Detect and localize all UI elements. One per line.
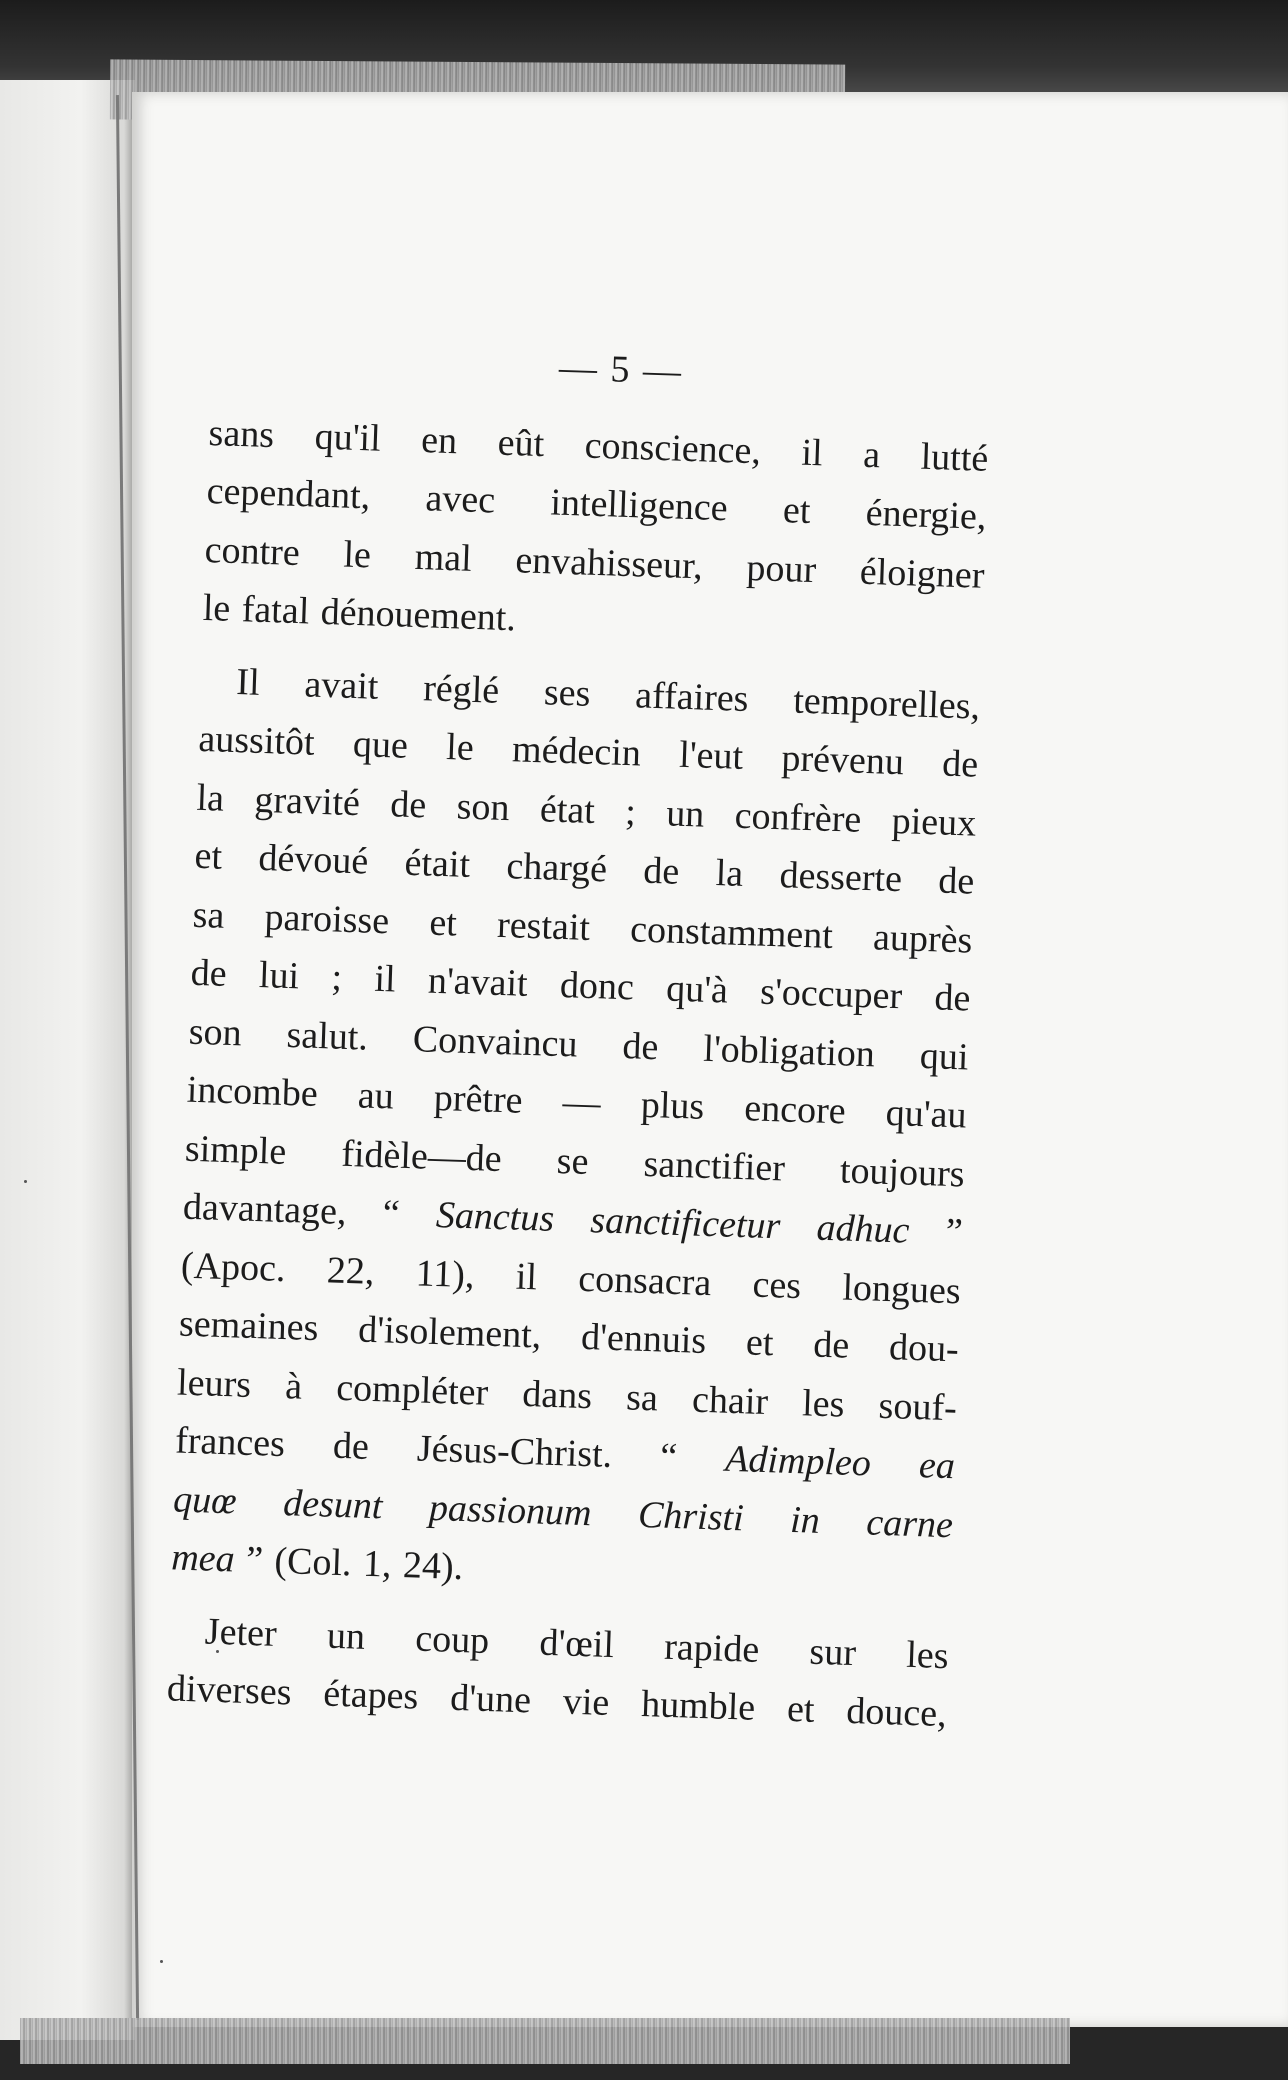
text-line: et dévoué était chargé de la desserte de — [193, 834, 975, 903]
text-line: sans qu'il en eût conscience, il a lutté — [208, 411, 989, 480]
page-number: — 5 — — [558, 346, 684, 393]
line-suffix: ” — [908, 1209, 964, 1254]
binding-edge-bottom — [20, 2018, 1070, 2064]
text-line: Il avait réglé ses affaires temporelles, — [235, 660, 981, 728]
text-line: contre le mal envahisseur, pour éloigner — [204, 528, 986, 597]
text-line: aussitôt que le médecin l'eut prévenu de — [197, 717, 979, 786]
dust-speck — [24, 1180, 27, 1183]
text-line: leurs à compléter dans sa chair les souf- — [176, 1361, 958, 1429]
paragraph-2 — [170, 651, 981, 1612]
paragraph-1 — [202, 404, 989, 664]
text-line: cependant, avec intelligence et énergie, — [206, 469, 988, 538]
text-line: sa paroisse et restait constamment auprès — [192, 893, 974, 962]
text-line: la gravité de son état ; un confrère pieux — [195, 776, 977, 845]
text-line: Jeter un coup d'œil rapide sur les — [204, 1610, 950, 1677]
text-line: simple fidèle—de se sanctifier toujours — [184, 1127, 966, 1195]
text-line: le fatal dénouement. — [202, 586, 517, 640]
left-flyleaf — [0, 80, 135, 2040]
line-prefix: davantage, “ — [182, 1185, 437, 1236]
text-line: de lui ; il n'avait donc qu'à s'occuper de — [190, 951, 972, 1020]
text-line: semaines d'isolement, d'ennuis et de dou- — [178, 1302, 960, 1371]
line-suffix: ” (Col. 1, 24). — [233, 1538, 464, 1589]
latin-quote: Sanctus sanctificetur adhuc — [435, 1193, 911, 1252]
dust-speck — [160, 1960, 163, 1963]
text-line: son salut. Convaincu de l'obligation qui — [188, 1010, 970, 1079]
text-line: diverses étapes d'une vie humble et douce, — [166, 1667, 948, 1736]
text-line: (Apoc. 22, 11), il consacra ces longues — [180, 1244, 962, 1312]
text-line: incombe au prêtre — plus encore qu'au — [186, 1068, 968, 1137]
latin-quote: Adimpleo ea — [724, 1437, 956, 1488]
latin-quote: mea — [170, 1536, 236, 1581]
line-prefix: frances de Jésus-Christ. “ — [174, 1419, 727, 1480]
page-text — [166, 327, 992, 1744]
latin-quote: quœ desunt passionum Christi in carne — [172, 1477, 954, 1546]
